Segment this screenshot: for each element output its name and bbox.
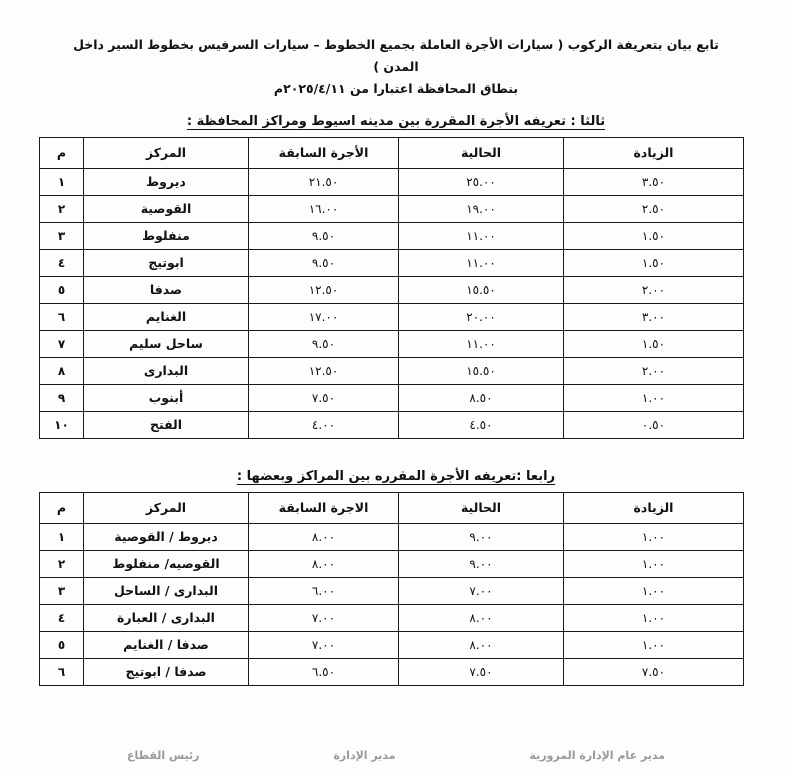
cell-index: ٨ bbox=[40, 357, 84, 384]
col-previous: الأجرة السابقة bbox=[249, 137, 399, 168]
cell-previous: ١٦.٠٠ bbox=[249, 195, 399, 222]
cell-current: ٢٠.٠٠ bbox=[399, 303, 564, 330]
cell-current: ١١.٠٠ bbox=[399, 330, 564, 357]
cell-center: صدفا bbox=[84, 276, 249, 303]
cell-index: ١٠ bbox=[40, 411, 84, 438]
table-row bbox=[40, 384, 744, 411]
table-row bbox=[40, 303, 744, 330]
cell-index: ٦ bbox=[40, 658, 84, 685]
cell-current: ١٩.٠٠ bbox=[399, 195, 564, 222]
col-index: م bbox=[40, 492, 84, 523]
col-center: المركز bbox=[84, 492, 249, 523]
signature-line bbox=[0, 749, 792, 771]
col-current: الحالية bbox=[399, 137, 564, 168]
table-row bbox=[40, 276, 744, 303]
cell-increase: ٧.٥٠ bbox=[564, 658, 744, 685]
table-row bbox=[40, 604, 744, 631]
section-4-title: رابعا :تعريفه الأجرة المقرره بين المراكز وبعضها : bbox=[236, 468, 556, 484]
col-center: المركز bbox=[84, 137, 249, 168]
document-header bbox=[0, 0, 792, 100]
signature-item-2: مدير الإدارة bbox=[333, 749, 396, 762]
cell-previous: ٩.٥٠ bbox=[249, 222, 399, 249]
cell-previous: ٦.٠٠ bbox=[249, 577, 399, 604]
col-increase: الزيادة bbox=[564, 137, 744, 168]
cell-index: ٢ bbox=[40, 550, 84, 577]
table-row bbox=[40, 168, 744, 195]
section-4-table-wrap bbox=[0, 492, 792, 686]
table-row bbox=[40, 411, 744, 438]
cell-increase: ١.٠٠ bbox=[564, 577, 744, 604]
cell-index: ٣ bbox=[40, 577, 84, 604]
cell-previous: ٦.٥٠ bbox=[249, 658, 399, 685]
table-row bbox=[40, 249, 744, 276]
cell-current: ٧.٥٠ bbox=[399, 658, 564, 685]
cell-increase: ١.٠٠ bbox=[564, 631, 744, 658]
col-current: الحالية bbox=[399, 492, 564, 523]
cell-index: ٤ bbox=[40, 604, 84, 631]
cell-previous: ٢١.٥٠ bbox=[249, 168, 399, 195]
table-row bbox=[40, 631, 744, 658]
table-row bbox=[40, 658, 744, 685]
cell-index: ٩ bbox=[40, 384, 84, 411]
cell-increase: ١.٥٠ bbox=[564, 330, 744, 357]
cell-previous: ١٢.٥٠ bbox=[249, 276, 399, 303]
cell-index: ١ bbox=[40, 168, 84, 195]
cell-center: صدفا / ابوتيج bbox=[84, 658, 249, 685]
cell-previous: ١٢.٥٠ bbox=[249, 357, 399, 384]
table-row bbox=[40, 222, 744, 249]
cell-center: أبنوب bbox=[84, 384, 249, 411]
cell-current: ٨.٥٠ bbox=[399, 384, 564, 411]
cell-increase: ١.٥٠ bbox=[564, 249, 744, 276]
cell-current: ٢٥.٠٠ bbox=[399, 168, 564, 195]
cell-index: ١ bbox=[40, 523, 84, 550]
cell-index: ٥ bbox=[40, 276, 84, 303]
table-row bbox=[40, 357, 744, 384]
cell-index: ٥ bbox=[40, 631, 84, 658]
cell-index: ٢ bbox=[40, 195, 84, 222]
cell-index: ٦ bbox=[40, 303, 84, 330]
table-row bbox=[40, 550, 744, 577]
header-line-2: بنطاق المحافظة اعتبارا من ٢٠٢٥/٤/١١م bbox=[273, 80, 519, 96]
table-row bbox=[40, 330, 744, 357]
cell-increase: ٠.٥٠ bbox=[564, 411, 744, 438]
table-row bbox=[40, 577, 744, 604]
cell-center: صدفا / الغنايم bbox=[84, 631, 249, 658]
cell-increase: ٣.٥٠ bbox=[564, 168, 744, 195]
cell-increase: ٣.٠٠ bbox=[564, 303, 744, 330]
cell-increase: ٢.٠٠ bbox=[564, 357, 744, 384]
cell-increase: ١.٠٠ bbox=[564, 384, 744, 411]
header-line-1: تابع بيان بتعريفة الركوب ( سيارات الأجرة العاملة بجميع الخطوط – سيارات السرفيس بخطوط السير داخل المدن ) bbox=[73, 37, 719, 74]
table-row bbox=[40, 523, 744, 550]
cell-center: القوصيه/ منفلوط bbox=[84, 550, 249, 577]
cell-center: البدارى / الساحل bbox=[84, 577, 249, 604]
cell-center: القوصية bbox=[84, 195, 249, 222]
cell-previous: ٩.٥٠ bbox=[249, 330, 399, 357]
cell-center: ديروط / القوصية bbox=[84, 523, 249, 550]
col-index: م bbox=[40, 137, 84, 168]
cell-previous: ٤.٠٠ bbox=[249, 411, 399, 438]
cell-increase: ٢.٥٠ bbox=[564, 195, 744, 222]
cell-index: ٣ bbox=[40, 222, 84, 249]
col-previous: الاجرة السابقة bbox=[249, 492, 399, 523]
cell-previous: ٩.٥٠ bbox=[249, 249, 399, 276]
section-3-title: ثالثا : تعريفه الأجرة المقررة بين مدينه اسيوط ومراكز المحافظة : bbox=[186, 113, 606, 129]
cell-current: ١١.٠٠ bbox=[399, 222, 564, 249]
cell-previous: ١٧.٠٠ bbox=[249, 303, 399, 330]
cell-increase: ٢.٠٠ bbox=[564, 276, 744, 303]
table-header-row bbox=[40, 492, 744, 523]
cell-index: ٧ bbox=[40, 330, 84, 357]
signature-item-1: مدير عام الإدارة المرورية bbox=[529, 749, 666, 762]
signature-item-3: رئيس القطاع bbox=[126, 749, 200, 762]
section-3-table-wrap bbox=[0, 137, 792, 439]
cell-increase: ١.٠٠ bbox=[564, 550, 744, 577]
cell-center: البدارى / العبارة bbox=[84, 604, 249, 631]
cell-current: ٨.٠٠ bbox=[399, 631, 564, 658]
cell-current: ٨.٠٠ bbox=[399, 604, 564, 631]
cell-previous: ٧.٠٠ bbox=[249, 631, 399, 658]
cell-center: ديروط bbox=[84, 168, 249, 195]
table-header-row bbox=[40, 137, 744, 168]
cell-current: ١٥.٥٠ bbox=[399, 357, 564, 384]
cell-center: ابوتيج bbox=[84, 249, 249, 276]
cell-index: ٤ bbox=[40, 249, 84, 276]
col-increase: الزيادة bbox=[564, 492, 744, 523]
cell-current: ٧.٠٠ bbox=[399, 577, 564, 604]
cell-center: منفلوط bbox=[84, 222, 249, 249]
cell-current: ٩.٠٠ bbox=[399, 550, 564, 577]
cell-current: ١٥.٥٠ bbox=[399, 276, 564, 303]
fare-table-centers bbox=[39, 137, 744, 439]
cell-previous: ٧.٠٠ bbox=[249, 604, 399, 631]
cell-current: ٩.٠٠ bbox=[399, 523, 564, 550]
cell-increase: ١.٥٠ bbox=[564, 222, 744, 249]
cell-center: البدارى bbox=[84, 357, 249, 384]
cell-current: ١١.٠٠ bbox=[399, 249, 564, 276]
cell-previous: ٧.٥٠ bbox=[249, 384, 399, 411]
cell-previous: ٨.٠٠ bbox=[249, 550, 399, 577]
cell-increase: ١.٠٠ bbox=[564, 523, 744, 550]
fare-table-between-centers bbox=[39, 492, 744, 686]
cell-center: ساحل سليم bbox=[84, 330, 249, 357]
table-row bbox=[40, 195, 744, 222]
cell-center: الغنايم bbox=[84, 303, 249, 330]
cell-previous: ٨.٠٠ bbox=[249, 523, 399, 550]
cell-center: الفتح bbox=[84, 411, 249, 438]
cell-current: ٤.٥٠ bbox=[399, 411, 564, 438]
cell-increase: ١.٠٠ bbox=[564, 604, 744, 631]
